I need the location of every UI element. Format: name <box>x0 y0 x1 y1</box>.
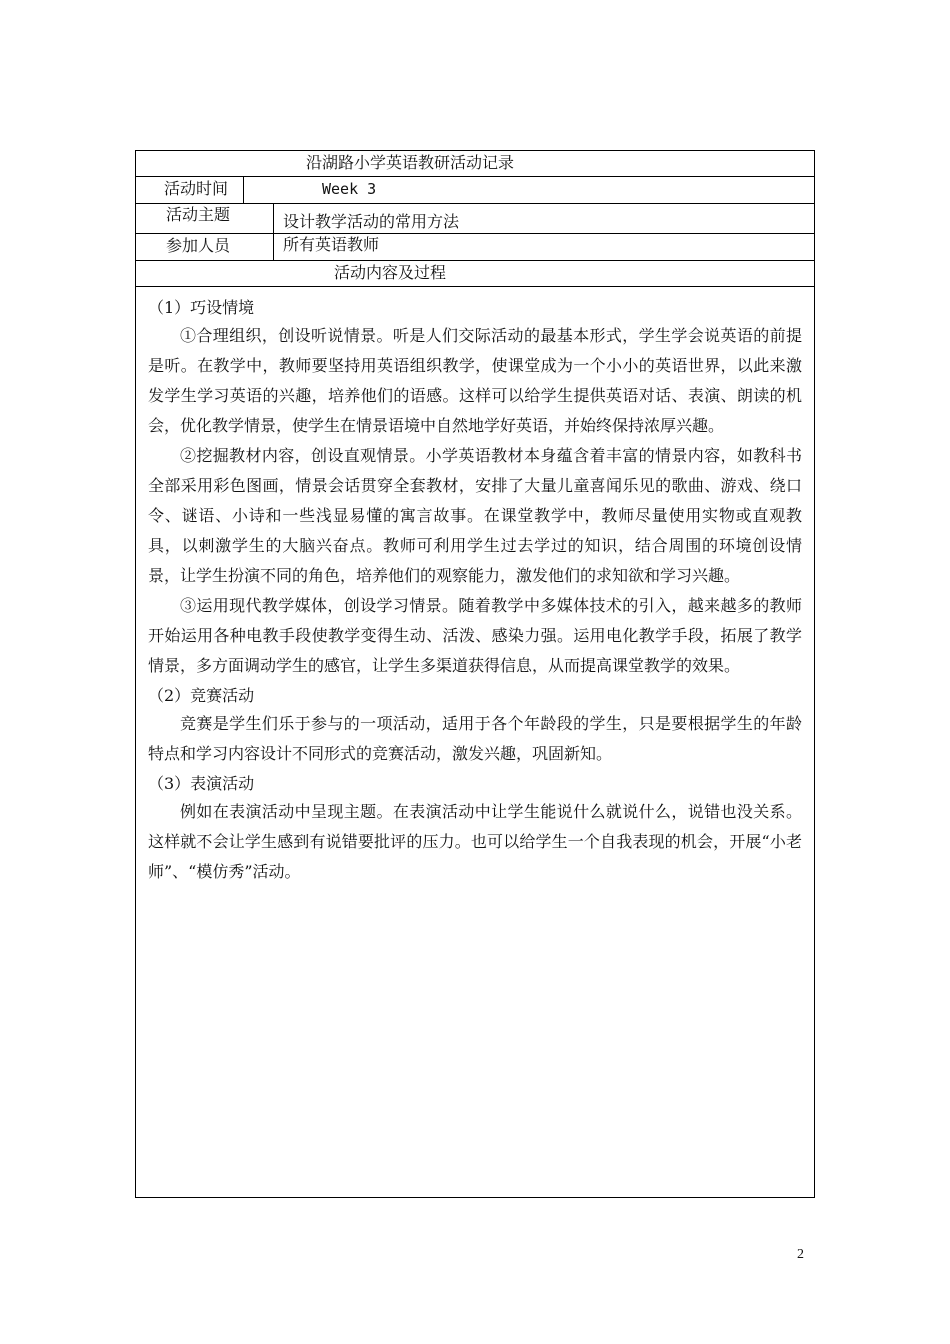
activity-record-table <box>135 150 815 1198</box>
section-heading: （2）竞赛活动 <box>148 686 255 705</box>
row-value-time: Week 3 <box>322 180 377 198</box>
section-heading: （3）表演活动 <box>148 774 255 793</box>
section-header-row <box>136 261 814 287</box>
paragraph: ②挖掘教材内容，创设直观情景。小学英语教材本身蕴含着丰富的情景内容，如教科书全部采用彩色图画，情景会话贯穿全套教材，安排了大量儿童喜闻乐见的歌曲、游戏、绕口令、谜语、小诗和一些浅显易懂的寓言故事。在课堂教学中，教师尽量使用实物或直观教具，以刺激学生的大脑兴奋点。教师可利用学生过去学过的知识，结合周围的环境创设情景，让学生扮演不同的角色，培养他们的观察能力，激发他们的求知欲和学习兴趣。 <box>148 446 802 585</box>
row-value-participants: 所有英语教师 <box>283 235 380 254</box>
page-number: 2 <box>797 1247 804 1262</box>
table-row-topic <box>136 204 814 234</box>
column-divider <box>273 204 274 233</box>
table-row-participants <box>136 234 814 261</box>
table-row-time <box>136 177 814 204</box>
column-divider <box>273 234 274 260</box>
row-value-topic: 设计教学活动的常用方法 <box>283 212 460 231</box>
table-title-row <box>136 151 814 177</box>
paragraph: ③运用现代教学媒体，创设学习情景。随着教学中多媒体技术的引入，越来越多的教师开始运用各种电教手段使教学变得生动、活泼、感染力强。运用电化教学手段，拓展了教学情景，多方面调动学生的感官，让学生多渠道获得信息，从而提高课堂教学的效果。 <box>148 596 802 675</box>
paragraph: ①合理组织，创设听说情景。听是人们交际活动的最基本形式，学生学会说英语的前提是听。在教学中，教师要坚持用英语组织教学，使课堂成为一个小小的英语世界，以此来激发学生学习英语的兴趣，培养他们的语感。这样可以给学生提供英语对话、表演、朗读的机会，优化教学情景，使学生在情景语境中自然地学好英语，并始终保持浓厚兴趣。 <box>148 326 802 435</box>
table-title: 沿湖路小学英语教研活动记录 <box>306 153 515 172</box>
activity-content <box>148 293 804 887</box>
row-label-time: 活动时间 <box>164 179 229 198</box>
paragraph: 例如在表演活动中呈现主题。在表演活动中让学生能说什么就说什么，说错也没关系。这样就不会让学生感到有说错要批评的压力。也可以给学生一个自我表现的机会，开展“小老师”、“模仿秀”活动。 <box>148 802 802 881</box>
section-heading: （1）巧设情境 <box>148 298 255 317</box>
section-header: 活动内容及过程 <box>334 263 447 282</box>
row-label-topic: 活动主题 <box>166 205 231 224</box>
paragraph: 竞赛是学生们乐于参与的一项活动，适用于各个年龄段的学生，只是要根据学生的年龄特点和学习内容设计不同形式的竞赛活动，激发兴趣，巩固新知。 <box>148 714 802 763</box>
column-divider <box>243 177 244 203</box>
row-label-participants: 参加人员 <box>166 236 231 255</box>
